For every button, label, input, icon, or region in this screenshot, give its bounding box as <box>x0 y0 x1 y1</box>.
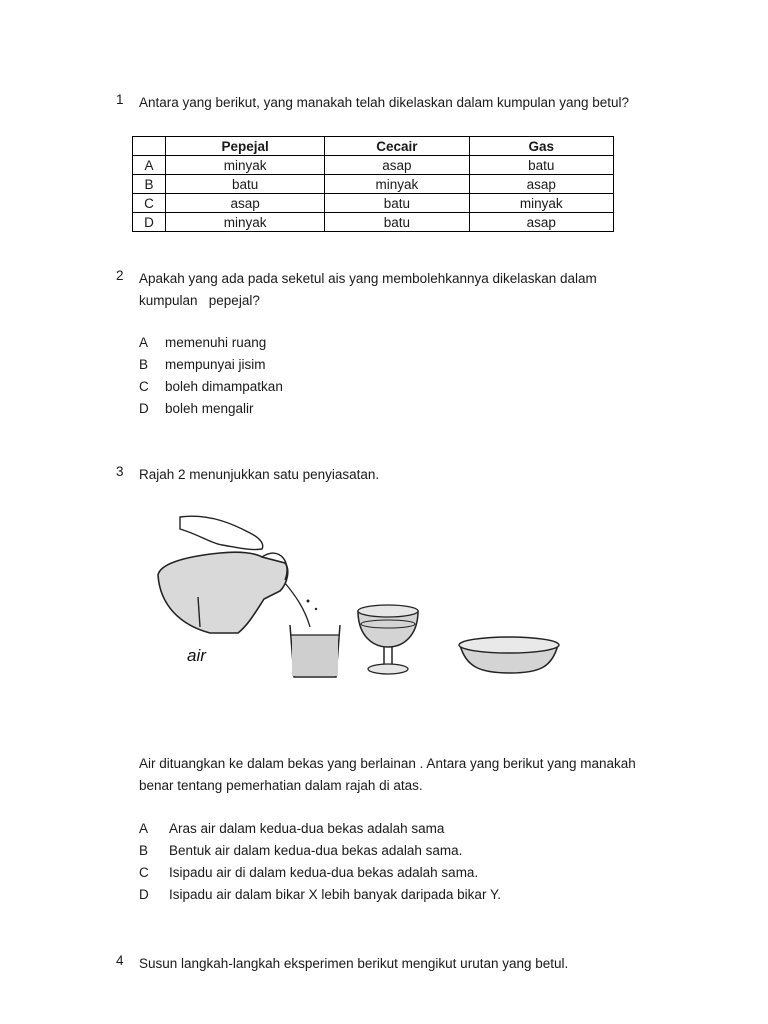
question-4-number: 4 <box>116 953 124 968</box>
table-cell: asap <box>469 213 613 232</box>
option-letter: A <box>139 821 149 836</box>
table-cell: minyak <box>469 194 613 213</box>
table-cell: C <box>133 194 166 213</box>
question-3-option-d[interactable] <box>139 884 501 906</box>
table-header-row <box>133 137 614 156</box>
question-1-text: Antara yang berikut, yang manakah telah dikelaskan dalam kumpulan yang betul? <box>139 95 630 110</box>
table-header-cell <box>133 137 166 156</box>
question-3-body-line2: benar tentang pemerhatian dalam rajah di atas. <box>139 778 423 793</box>
option-text: memenuhi ruang <box>165 335 267 350</box>
question-3-option-b[interactable] <box>139 840 462 862</box>
investigation-figure <box>140 505 564 687</box>
table-cell: B <box>133 175 166 194</box>
option-letter: C <box>139 865 149 880</box>
table-cell: minyak <box>166 213 325 232</box>
option-letter: D <box>139 887 149 902</box>
table-cell: A <box>133 156 166 175</box>
question-2-number: 2 <box>116 268 124 283</box>
question-3-body-line1: Air dituangkan ke dalam bekas yang berlainan . Antara yang berikut yang manakah <box>139 756 636 771</box>
pouring-water-illustration <box>140 505 564 687</box>
question-2-text-line1: Apakah yang ada pada seketul ais yang membolehkannya dikelaskan dalam <box>139 271 597 286</box>
question-3-text: Rajah 2 menunjukkan satu penyiasatan. <box>139 467 380 482</box>
question-3-option-c[interactable] <box>139 862 478 884</box>
table-header-gas: Gas <box>469 137 613 156</box>
option-text: boleh mengalir <box>165 401 254 416</box>
table-cell: batu <box>325 194 469 213</box>
table-row <box>133 156 614 175</box>
table-cell: minyak <box>325 175 469 194</box>
option-letter: B <box>139 357 149 372</box>
hand-icon <box>180 516 263 549</box>
water-stream <box>285 583 310 627</box>
table-row <box>133 175 614 194</box>
option-letter: B <box>139 843 149 858</box>
option-text: Isipadu air di dalam kedua-dua bekas adalah sama. <box>169 865 479 880</box>
table-cell: D <box>133 213 166 232</box>
option-letter: C <box>139 379 149 394</box>
question-4-text: Susun langkah-langkah eksperimen berikut mengikut urutan yang betul. <box>139 956 569 971</box>
question-3-number: 3 <box>116 464 124 479</box>
question-3-option-a[interactable] <box>139 818 444 840</box>
option-text: Isipadu air dalam bikar X lebih banyak daripada bikar Y. <box>169 887 501 902</box>
classification-table <box>132 136 614 232</box>
table-cell: batu <box>166 175 325 194</box>
table-cell: asap <box>166 194 325 213</box>
question-2-option-a[interactable] <box>139 332 266 354</box>
question-2-text-line2: kumpulan pepejal? <box>139 293 260 308</box>
table-cell: batu <box>469 156 613 175</box>
option-text: mempunyai jisim <box>165 357 266 372</box>
figure-label-air: air <box>187 646 206 665</box>
table-cell: batu <box>325 213 469 232</box>
option-text: boleh dimampatkan <box>165 379 283 394</box>
option-letter: A <box>139 335 149 350</box>
question-1-number: 1 <box>116 92 124 107</box>
table-cell: minyak <box>166 156 325 175</box>
question-2-option-d[interactable] <box>139 398 254 420</box>
option-letter: D <box>139 401 149 416</box>
table-cell: asap <box>469 175 613 194</box>
table-row <box>133 213 614 232</box>
question-2-option-b[interactable] <box>139 354 266 376</box>
question-2-option-c[interactable] <box>139 376 283 398</box>
table-header-pepejal: Pepejal <box>166 137 325 156</box>
table-header-cecair: Cecair <box>325 137 469 156</box>
option-text: Aras air dalam kedua-dua bekas adalah sama <box>169 821 445 836</box>
option-text: Bentuk air dalam kedua-dua bekas adalah sama. <box>169 843 463 858</box>
table-cell: asap <box>325 156 469 175</box>
jug-icon <box>158 552 288 633</box>
table-row <box>133 194 614 213</box>
